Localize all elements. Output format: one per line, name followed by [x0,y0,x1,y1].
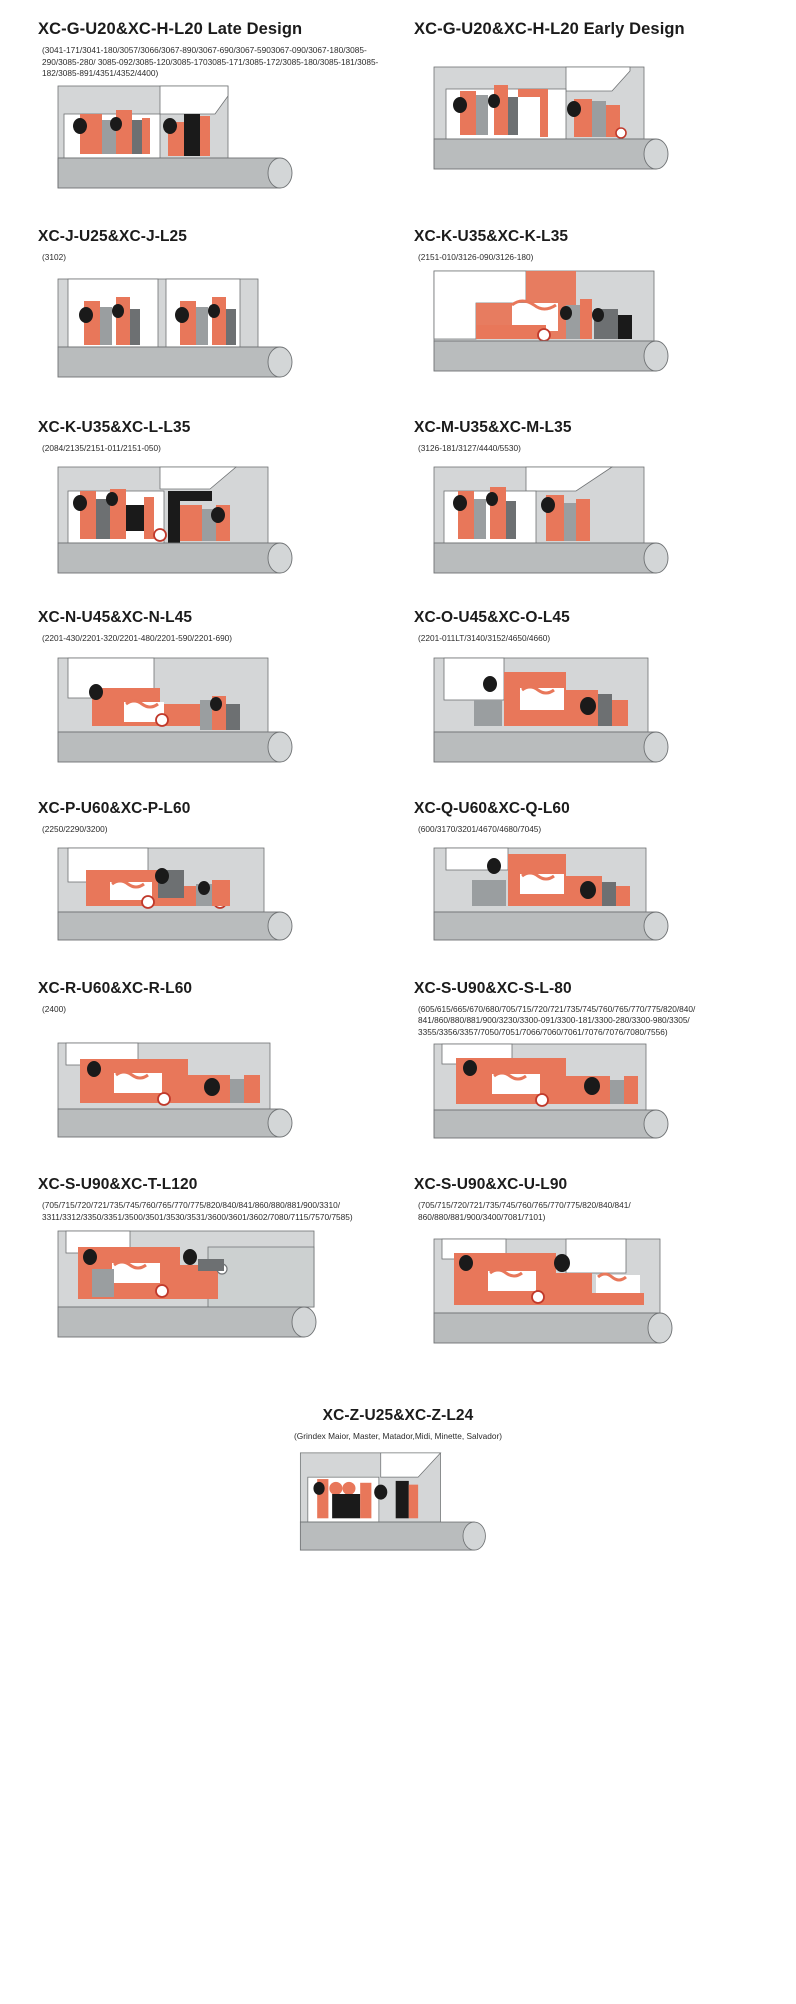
seal-drawing-e [40,465,380,595]
figure-title: XC-S-U90&XC-T-L120 [38,1176,198,1193]
figure-codes: (2084/2135/2151-011/2151-050) [42,443,161,453]
figure-codes: (2151-010/3126-090/3126-180) [418,251,534,262]
figure-card [398,1168,774,1373]
figure-codes: (600/3170/3201/4670/4680/7045) [418,824,542,834]
seal-diagram [40,465,380,595]
figure-title: XC-S-U90&XC-S-L-80 [414,979,572,997]
seal-diagram [40,275,380,405]
figure-card [22,12,398,220]
figure-title: XC-G-U20&XC-H-L20 Late Design [38,20,303,38]
figure-card [22,220,398,412]
figure-title: XC-J-U25&XC-J-L25 [38,227,187,245]
figure-codes: (Grindex Maior, Master, Matador,Midi, Minette, Salvador) [294,1431,502,1441]
seal-drawing-g [40,656,380,786]
figure-card [22,1399,774,1578]
figure-title: XC-N-U45&XC-N-L45 [38,608,193,626]
figure-title: XC-Q-U60&XC-Q-L60 [414,800,570,817]
figure-codes: (3102) [42,251,66,262]
figure-card [22,792,398,972]
figure-title: XC-K-U35&XC-K-L35 [414,227,569,245]
figure-card [398,12,774,220]
figure-card [398,411,774,601]
seal-diagram [40,656,380,786]
figure-codes: (705/715/720/721/735/745/760/765/770/775/820/840/841/860/880/881/900/3310/ 3311/3312/3350/3351/3500/3501/3530/3531/3600/3601/3602/7080/7115/7570/7585) [42,1200,353,1222]
seal-drawing-a [40,84,380,214]
figure-codes: (2201-430/2201-320/2201-480/2201-590/2201-690) [42,632,233,643]
seal-drawing-l [416,1042,756,1162]
seal-diagram [40,84,380,214]
figure-codes: (705/715/720/721/735/745/760/765/770/775/820/840/841/ 860/880/881/900/3400/7081/7101) [418,1200,631,1222]
seal-diagram [40,846,380,966]
seal-diagram [416,846,756,966]
figure-codes: (605/615/665/670/680/705/715/720/721/735/745/760/765/770/775/820/840/ 841/860/880/881/900/3230/3300-091/3300-181/3300-280/3300-980/3305/ 3355/3356/3357/7050/7051/7066/7060/7061/7076/7076/7080/7556) [418,1003,696,1037]
figure-title: XC-S-U90&XC-U-L90 [414,1176,568,1193]
figure-card [22,411,398,601]
seal-diagram [416,1042,756,1162]
seal-drawing-i [40,846,380,966]
figure-codes: (2201-011LT/3140/3152/4650/4660) [418,632,551,643]
seal-drawing-k [40,1041,380,1161]
seal-drawing-m [40,1229,380,1359]
seal-diagram [416,1237,756,1367]
seal-diagram [416,269,756,399]
figure-card [398,601,774,793]
seal-drawing-h [416,656,756,786]
seal-drawing-n [416,1237,756,1367]
figure-codes: (2250/2290/3200) [42,824,108,834]
seal-diagram [416,465,756,595]
figure-title: XC-R-U60&XC-R-L60 [38,979,193,997]
seal-diagram [416,656,756,786]
figure-card [22,601,398,793]
seal-drawing-f [416,465,756,595]
seal-drawing-j [416,846,756,966]
figure-codes: (3041-171/3041-180/3057/3066/3067-890/3067-690/3067-5903067-090/3067-180/3085-290/3085-280/ 3085-092/3085-120/3085-1703085-171/3085-172/3085-180/3085-181/3085-182/3085-891/4351/4352/4400) [42,45,379,78]
figure-codes: (3126-181/3127/4440/5530) [418,443,521,453]
seal-diagram [40,1229,380,1359]
figure-card [398,972,774,1169]
seal-drawing-o [291,1451,506,1573]
figure-card [22,1168,398,1373]
figure-title: XC-M-U35&XC-M-L35 [414,419,572,436]
figure-title: XC-O-U45&XC-O-L45 [414,608,570,626]
figure-card [398,220,774,412]
figure-codes: (2400) [42,1003,66,1014]
bottom-spacer [0,1578,796,1588]
figure-title: XC-P-U60&XC-P-L60 [38,800,191,817]
figure-title: XC-G-U20&XC-H-L20 Early Design [414,20,685,38]
seal-drawing-c [40,275,380,405]
figure-title: XC-Z-U25&XC-Z-L24 [322,1407,474,1424]
figure-card [22,972,398,1169]
seal-diagram [416,65,756,195]
seal-diagram [40,1041,380,1161]
figure-card [398,792,774,972]
seal-drawing-b [416,65,756,195]
seal-diagram [291,1451,506,1573]
figure-title: XC-K-U35&XC-L-L35 [38,419,191,436]
seal-drawing-d [416,269,756,399]
